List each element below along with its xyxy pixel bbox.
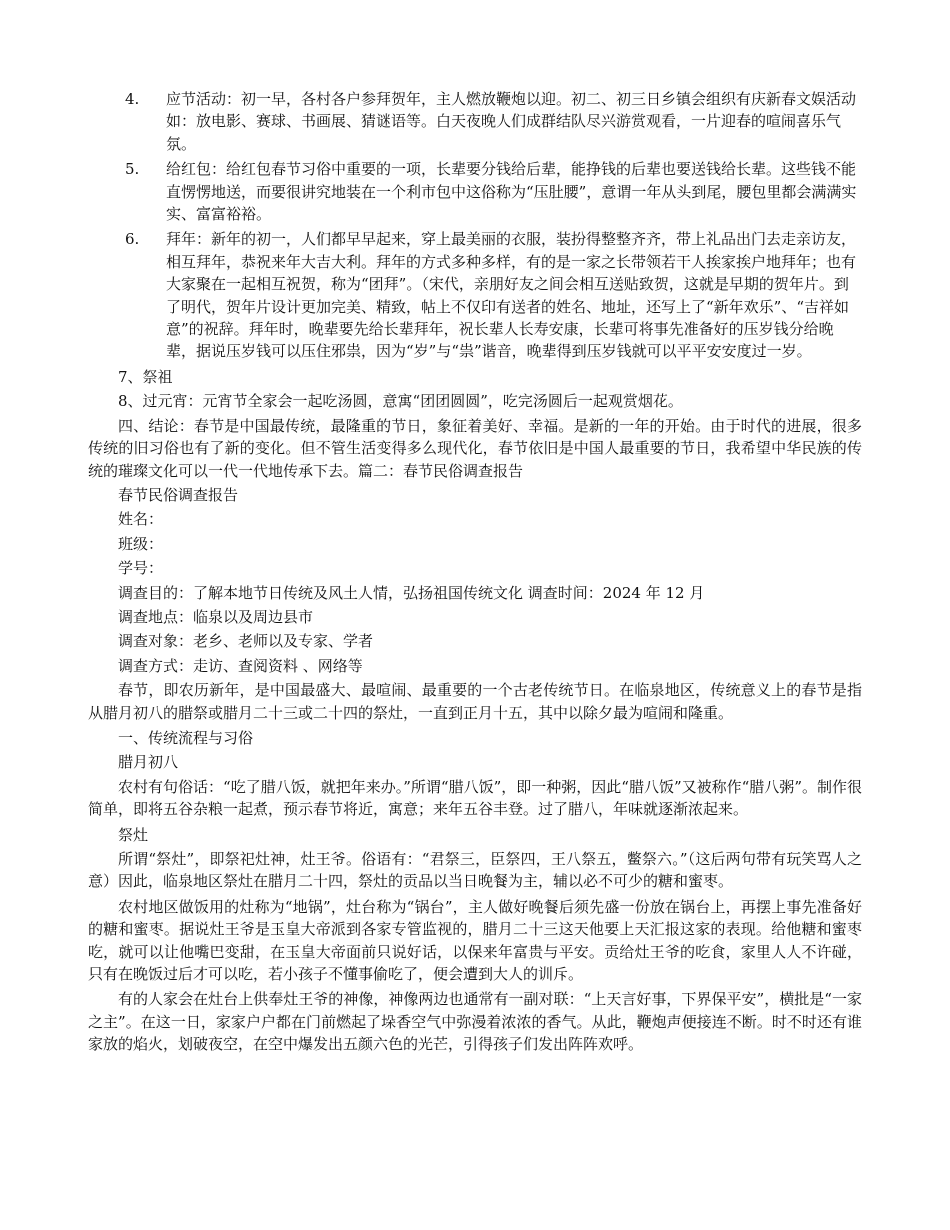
paragraph-conclusion: 四、结论：春节是中国最传统，最隆重的节日，象征着美好、幸福。是新的一年的开始。由于时代的进展，很多传统的旧习俗也有了新的变化。但不管生活变得多么现代化，春节依旧是中国人最重要的节日，我希望中华民族的传统的璀璨文化可以一代一代地传承下去。篇二：春节民俗调查报告 [88, 416, 862, 480]
list-item-text: 应节活动：初一早，各村各户参拜贺年，主人燃放鞭炮以迎。初二、初三日乡镇会组织有庆新春文娱活动如：放电影、赛球、书画展、猜谜语等。白天夜晚人们成群结队尽兴游赏观看，一片迎春的喧闹喜乐气氛。 [166, 90, 857, 153]
field-method: 调查方式：走访、查阅资料 、网络等 [118, 656, 363, 675]
subheading-kitchen-god: 祭灶 [118, 825, 149, 844]
section-heading: 一、传统流程与习俗 [118, 728, 254, 747]
field-class: 班级： [118, 534, 164, 553]
list-item-number: 4. [125, 90, 140, 108]
field-name: 姓名： [118, 510, 164, 529]
field-student-id: 学号： [118, 559, 164, 578]
document-page [88, 88, 862, 1059]
report-title: 春节民俗调查报告 [118, 485, 239, 504]
list-item-text: 拜年：新年的初一，人们都早早起来，穿上最美丽的衣服，装扮得整整齐齐，带上礼品出门去走亲访友，相互拜年，恭祝来年大吉大利。拜年的方式多种多样，有的是一家之长带领若干人挨家挨户地拜年；也有大家聚在一起相互祝贺，称为“团拜”。（宋代，亲朋好友之间会相互送贴致贺，这就是早期的贺年片。到了明代，贺年片设计更加完美、精致，帖上不仅印有送者的姓名、地址，还写上了“新年欢乐”、“吉祥如意”的祝辞。拜年时，晚辈要先给长辈拜年，祝长辈人长寿安康，长辈可将事先准备好的压岁钱分给晚辈，据说压岁钱可以压住邪祟，因为“岁”与“祟”谐音，晚辈得到压岁钱就可以平平安安度过一岁。 [166, 230, 857, 361]
list-item [88, 158, 862, 225]
paragraph-intro: 春节，即农历新年，是中国最盛大、最喧闹、最重要的一个古老传统节日。在临泉地区，传统意义上的春节是指从腊月初八的腊祭或腊月二十三或二十四的祭灶，一直到正月十五，其中以除夕最为喧闹和隆重。 [88, 681, 862, 722]
list-item [88, 228, 862, 362]
field-location: 调查地点：临泉以及周边县市 [118, 607, 314, 626]
list-item-text: 给红包：给红包春节习俗中重要的一项，长辈要分钱给后辈，能挣钱的后辈也要送钱给长辈。这些钱不能直愣愣地送，而要很讲究地装在一个利市包中这俗称为“压肚腰”，意谓一年从头到尾，腰包里都会满满实实、富富裕裕。 [166, 160, 857, 224]
paragraph-couplet: 有的人家会在灶台上供奉灶王爷的神像，神像两边也通常有一副对联：“上天言好事，下界保平安”，横批是“一家之主”。在这一日，家家户户都在门前燃起了垛香空气中弥漫着浓浓的香气。从此，鞭炮声便接连不断。时不时还有谁家放的焰火，划破夜空，在空中爆发出五颜六色的光芒，引得孩子们发出阵阵欢呼。 [88, 990, 862, 1054]
paragraph-lantern-festival: 8、过元宵：元宵节全家会一起吃汤圆，意寓“团团圆圆”，吃完汤圆后一起观赏烟花。 [118, 392, 683, 411]
paragraph-laba: 农村有句俗话：“吃了腊八饭，就把年来办。”所谓“腊八饭”，即一种粥，因此“腊八饭”又被称作“腊八粥”。制作很简单，即将五谷杂粮一起煮，预示春节将近，寓意；来年五谷丰登。过了腊八，年味就逐渐浓起来。 [88, 777, 862, 819]
field-purpose-time: 调查目的：了解本地节日传统及风土人情，弘扬祖国传统文化 调查时间：2024 年 12 月 [118, 583, 705, 602]
subheading-laba: 腊月初八 [118, 753, 179, 772]
field-subjects: 调查对象：老乡、老师以及专家、学者 [118, 632, 374, 651]
paragraph-kitchen-god: 所谓“祭灶”，即祭祀灶神，灶王爷。俗语有：“君祭三，臣祭四，王八祭五，鳖祭六。”（这后两句带有玩笑骂人之意）因此，临泉地区祭灶在腊月二十四，祭灶的贡品以当日晚餐为主，辅以必不可少的糖和蜜枣。 [88, 850, 862, 891]
list-item-number: 6. [125, 230, 140, 249]
list-item-number: 5. [125, 160, 140, 179]
paragraph-stove: 农村地区做饭用的灶称为“地锅”，灶台称为“锅台”，主人做好晚餐后须先盛一份放在锅台上，再摆上事先准备好的糖和蜜枣。据说灶王爷是玉皇大帝派到各家专管监视的，腊月二十三这天他要上天汇报这家的表现。给他糖和蜜枣吃，就可以让他嘴巴变甜，在玉皇大帝面前只说好话，以保来年富贵与平安。贡给灶王爷的吃食，家里人人不许碰，只有在晚饭过后才可以吃，若小孩子不懂事偷吃了，便会遭到大人的训斥。 [88, 897, 862, 984]
paragraph-ancestor-worship: 7、祭祖 [118, 367, 173, 386]
list-item [88, 88, 862, 155]
